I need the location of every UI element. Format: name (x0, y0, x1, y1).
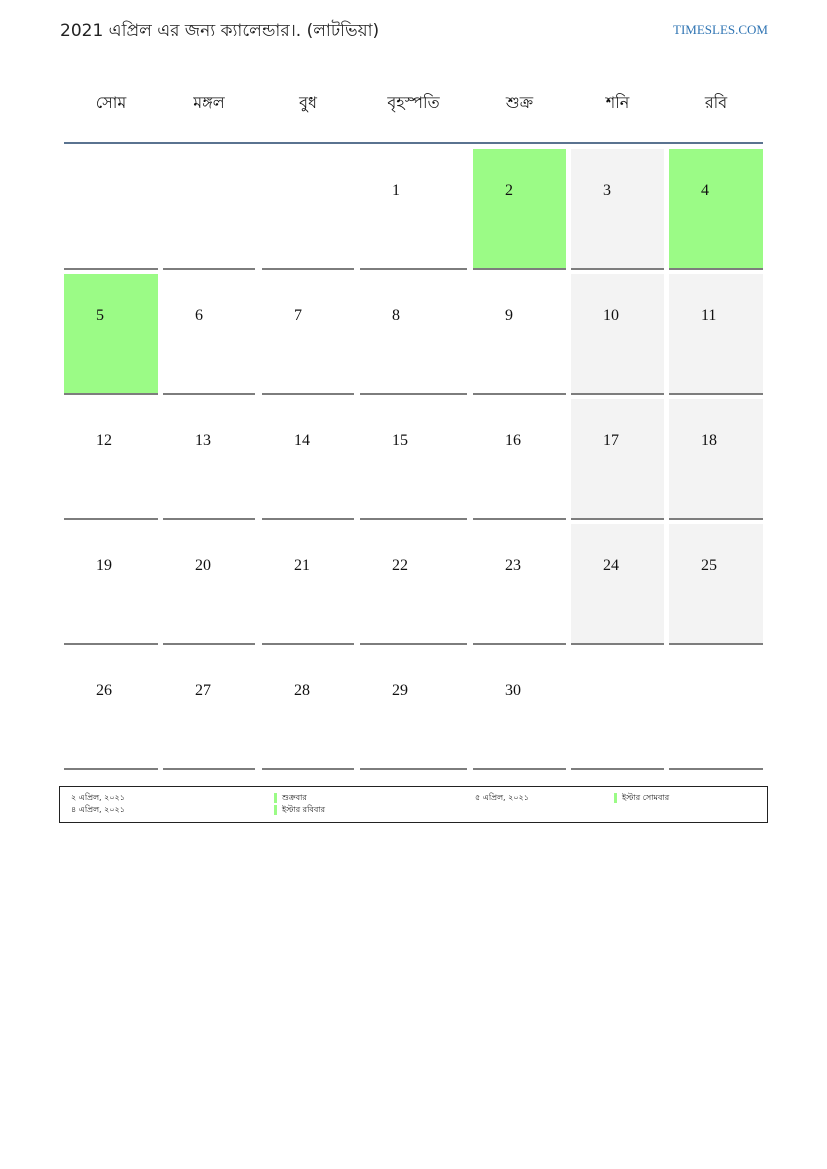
day-cell[interactable] (262, 274, 354, 395)
day-number: 15 (392, 432, 408, 449)
day-number: 2 (505, 182, 513, 199)
day-cell[interactable] (669, 399, 763, 520)
page-title: 2021 এপ্রিল এর জন্য ক্যালেন্ডার।. (লাটভিয়া) (60, 21, 380, 41)
day-number: 25 (701, 557, 717, 574)
day-number: 20 (195, 557, 211, 574)
day-number: 26 (96, 682, 112, 699)
day-number: 10 (603, 307, 619, 324)
day-number: 12 (96, 432, 112, 449)
weekday-label: সোম (95, 93, 127, 112)
day-cell[interactable] (571, 399, 664, 520)
legend-date: ৫ এপ্রিল, ২০২১ (475, 793, 529, 802)
day-number: 5 (96, 307, 104, 324)
day-cell[interactable] (360, 399, 467, 520)
empty-day-cell (669, 649, 763, 770)
day-cell[interactable] (360, 149, 467, 270)
day-cell[interactable] (262, 649, 354, 770)
day-number: 16 (505, 432, 521, 449)
day-cell[interactable] (262, 524, 354, 645)
day-cell[interactable] (571, 149, 664, 270)
day-number: 4 (701, 182, 709, 199)
day-number: 29 (392, 682, 408, 699)
day-cell[interactable] (360, 649, 467, 770)
day-number: 13 (195, 432, 211, 449)
day-number: 18 (701, 432, 717, 449)
day-cell[interactable] (64, 399, 158, 520)
day-number: 8 (392, 307, 400, 324)
day-cell[interactable] (163, 524, 255, 645)
weekday-label: রবি (704, 93, 728, 112)
day-cell[interactable] (473, 524, 566, 645)
empty-day-cell (64, 149, 158, 270)
day-number: 3 (603, 182, 611, 199)
holiday-legend (59, 786, 768, 823)
day-number: 21 (294, 557, 310, 574)
day-number: 7 (294, 307, 302, 324)
day-number: 9 (505, 307, 513, 324)
header-divider (64, 142, 763, 144)
day-cell[interactable] (571, 524, 664, 645)
legend-date: ২ এপ্রিল, ২০২১ (71, 793, 125, 802)
day-number: 27 (195, 682, 211, 699)
legend-holiday-name: ইস্টার রবিবার (274, 805, 325, 815)
legend-holiday-name: শুক্রবার (274, 793, 307, 803)
day-number: 22 (392, 557, 408, 574)
day-number: 23 (505, 557, 521, 574)
day-cell[interactable] (163, 649, 255, 770)
day-cell[interactable] (473, 399, 566, 520)
day-number: 17 (603, 432, 619, 449)
day-number: 24 (603, 557, 619, 574)
legend-date: ৪ এপ্রিল, ২০২১ (71, 805, 125, 814)
day-cell[interactable] (163, 274, 255, 395)
day-number: 11 (701, 307, 717, 324)
day-cell[interactable] (473, 649, 566, 770)
day-number: 28 (294, 682, 310, 699)
day-number: 30 (505, 682, 521, 699)
site-link[interactable]: TIMESLES.COM (673, 22, 768, 37)
day-cell[interactable] (473, 274, 566, 395)
legend-holiday-name: ইস্টার সোমবার (614, 793, 669, 803)
day-number: 6 (195, 307, 203, 324)
day-cell[interactable] (262, 399, 354, 520)
day-cell[interactable] (669, 274, 763, 395)
weekday-label: বুধ (299, 93, 317, 112)
day-number: 19 (96, 557, 112, 574)
day-cell[interactable] (64, 274, 158, 395)
day-cell[interactable] (360, 524, 467, 645)
empty-day-cell (571, 649, 664, 770)
empty-day-cell (163, 149, 255, 270)
weekday-label: মঙ্গল (193, 93, 225, 112)
weekday-label: শনি (605, 93, 630, 112)
day-cell[interactable] (64, 649, 158, 770)
day-cell[interactable] (669, 524, 763, 645)
weekday-header-row (64, 80, 763, 124)
day-cell[interactable] (360, 274, 467, 395)
empty-day-cell (262, 149, 354, 270)
day-cell[interactable] (669, 149, 763, 270)
day-number: 14 (294, 432, 310, 449)
weekday-label: শুক্র (505, 93, 534, 112)
day-cell[interactable] (163, 399, 255, 520)
day-cell[interactable] (571, 274, 664, 395)
day-cell[interactable] (473, 149, 566, 270)
day-cell[interactable] (64, 524, 158, 645)
weekday-label: বৃহস্পতি (387, 93, 440, 112)
day-number: 1 (392, 182, 400, 199)
